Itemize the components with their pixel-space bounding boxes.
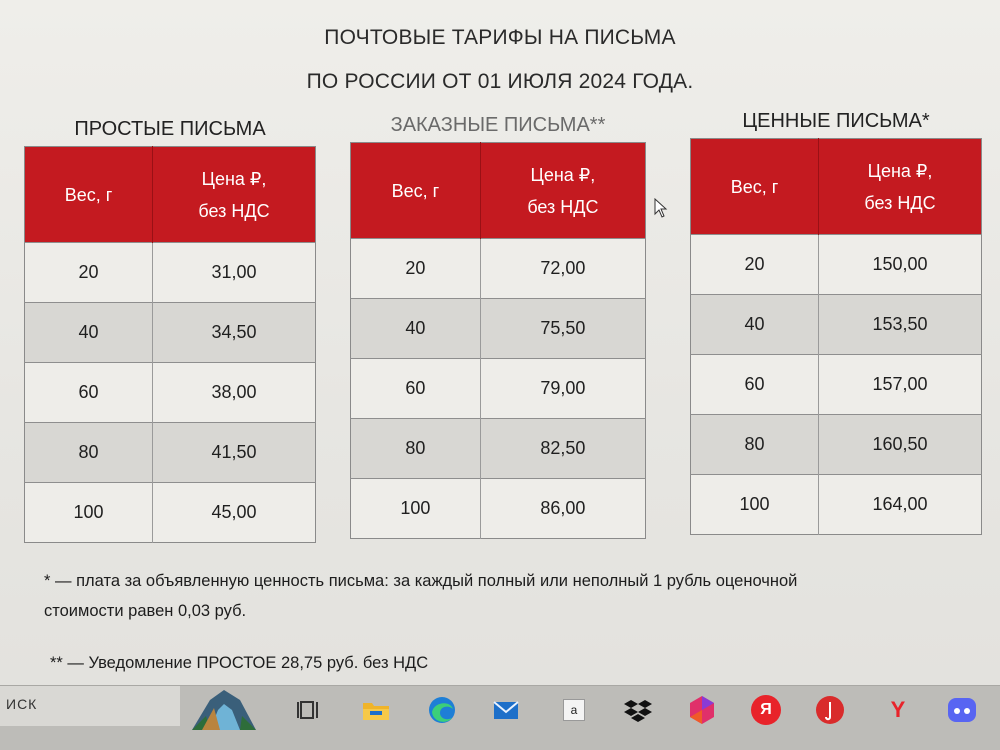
weight-cell: 80	[351, 419, 481, 479]
table-row	[691, 235, 982, 295]
table-row	[351, 239, 646, 299]
weight-cell: 20	[351, 239, 481, 299]
price-cell: 82,50	[480, 419, 645, 479]
yandex-icon[interactable]	[748, 692, 784, 728]
price-header-line-2: без НДС	[198, 200, 270, 221]
weight-cell: 100	[351, 479, 481, 539]
page-title-line-1: ПОЧТОВЫЕ ТАРИФЫ НА ПИСЬМА	[324, 26, 676, 49]
task-view-icon[interactable]	[292, 692, 328, 728]
price-header-line-1: Цена ₽,	[867, 160, 933, 181]
widgets-weather-icon[interactable]	[188, 686, 260, 734]
price-column-header	[480, 143, 645, 239]
registered-letters-heading: ЗАКАЗНЫЕ ПИСЬМА**	[390, 114, 606, 136]
weight-cell: 20	[691, 235, 819, 295]
simple-letters-table	[24, 146, 316, 543]
mail-icon[interactable]	[488, 692, 524, 728]
weight-cell: 60	[351, 359, 481, 419]
table-row	[691, 295, 982, 355]
price-header-line-1: Цена ₽,	[201, 168, 267, 189]
yandex-browser-icon[interactable]	[880, 692, 916, 728]
weight-cell: 40	[691, 295, 819, 355]
file-explorer-icon[interactable]	[358, 692, 394, 728]
colorful-app-icon[interactable]	[684, 692, 720, 728]
table-row	[351, 419, 646, 479]
price-cell: 157,00	[819, 355, 982, 415]
weight-cell: 40	[351, 299, 481, 359]
table-row	[25, 303, 316, 363]
price-cell: 45,00	[153, 483, 316, 543]
weight-column-header: Вес, г	[25, 147, 153, 243]
table-row	[25, 423, 316, 483]
price-cell: 34,50	[153, 303, 316, 363]
table-row	[351, 299, 646, 359]
weight-cell: 20	[25, 243, 153, 303]
weight-cell: 40	[25, 303, 153, 363]
mouse-cursor-icon	[654, 198, 668, 218]
table-row	[25, 483, 316, 543]
price-cell: 86,00	[480, 479, 645, 539]
weight-cell: 80	[25, 423, 153, 483]
price-cell: 160,50	[819, 415, 982, 475]
price-cell: 41,50	[153, 423, 316, 483]
table-header-row	[25, 147, 316, 243]
edge-browser-icon[interactable]	[424, 692, 460, 728]
price-cell: 31,00	[153, 243, 316, 303]
price-cell: 38,00	[153, 363, 316, 423]
table-row	[691, 415, 982, 475]
weight-cell: 100	[25, 483, 153, 543]
price-column-header	[819, 139, 982, 235]
price-header-line-2: без НДС	[864, 192, 936, 213]
table-row	[351, 359, 646, 419]
valued-letters-block	[690, 108, 982, 535]
footnote-notification: ** — Уведомление ПРОСТОЕ 28,75 руб. без НДС	[50, 654, 429, 672]
table-row	[351, 479, 646, 539]
yandex-label: Я	[751, 695, 781, 725]
taskbar	[0, 685, 1000, 750]
price-header-line-2: без НДС	[527, 196, 599, 217]
price-cell: 150,00	[819, 235, 982, 295]
footnote-1-line-2: стоимости равен 0,03 руб.	[44, 602, 247, 620]
taskbar-search-box[interactable]: ИСК	[0, 686, 180, 726]
store-app-label: a	[563, 699, 585, 721]
registered-letters-table	[350, 142, 646, 539]
price-cell: 153,50	[819, 295, 982, 355]
weight-cell: 100	[691, 475, 819, 535]
simple-letters-heading: ПРОСТЫЕ ПИСЬМА	[74, 118, 266, 140]
dropbox-icon[interactable]	[620, 692, 656, 728]
price-cell: 72,00	[480, 239, 645, 299]
valued-letters-heading: ЦЕННЫЕ ПИСЬМА*	[742, 110, 930, 132]
table-row	[25, 363, 316, 423]
table-row	[691, 475, 982, 535]
weight-cell: 80	[691, 415, 819, 475]
price-cell: 75,50	[480, 299, 645, 359]
weight-column-header: Вес, г	[691, 139, 819, 235]
table-row	[691, 355, 982, 415]
discord-icon[interactable]	[944, 692, 980, 728]
price-cell: 79,00	[480, 359, 645, 419]
weight-column-header: Вес, г	[351, 143, 481, 239]
weight-cell: 60	[691, 355, 819, 415]
registered-letters-block	[350, 112, 646, 539]
yandex-browser-label: Y	[890, 697, 906, 722]
simple-letters-block	[24, 116, 316, 543]
table-header-row	[351, 143, 646, 239]
page-title-line-2: ПО РОССИИ ОТ 01 ИЮЛЯ 2024 ГОДА.	[306, 70, 694, 93]
umbrella-app-icon[interactable]	[812, 692, 848, 728]
price-header-line-1: Цена ₽,	[530, 164, 596, 185]
valued-letters-table	[690, 138, 982, 535]
footnote-declared-value	[44, 566, 964, 626]
table-header-row	[691, 139, 982, 235]
store-app-icon[interactable]	[556, 692, 592, 728]
footnote-1-line-1: * — плата за объявленную ценность письма: за каждый полный или неполный 1 рубль оценочной	[44, 572, 798, 590]
table-row	[25, 243, 316, 303]
weight-cell: 60	[25, 363, 153, 423]
price-cell: 164,00	[819, 475, 982, 535]
price-column-header	[153, 147, 316, 243]
